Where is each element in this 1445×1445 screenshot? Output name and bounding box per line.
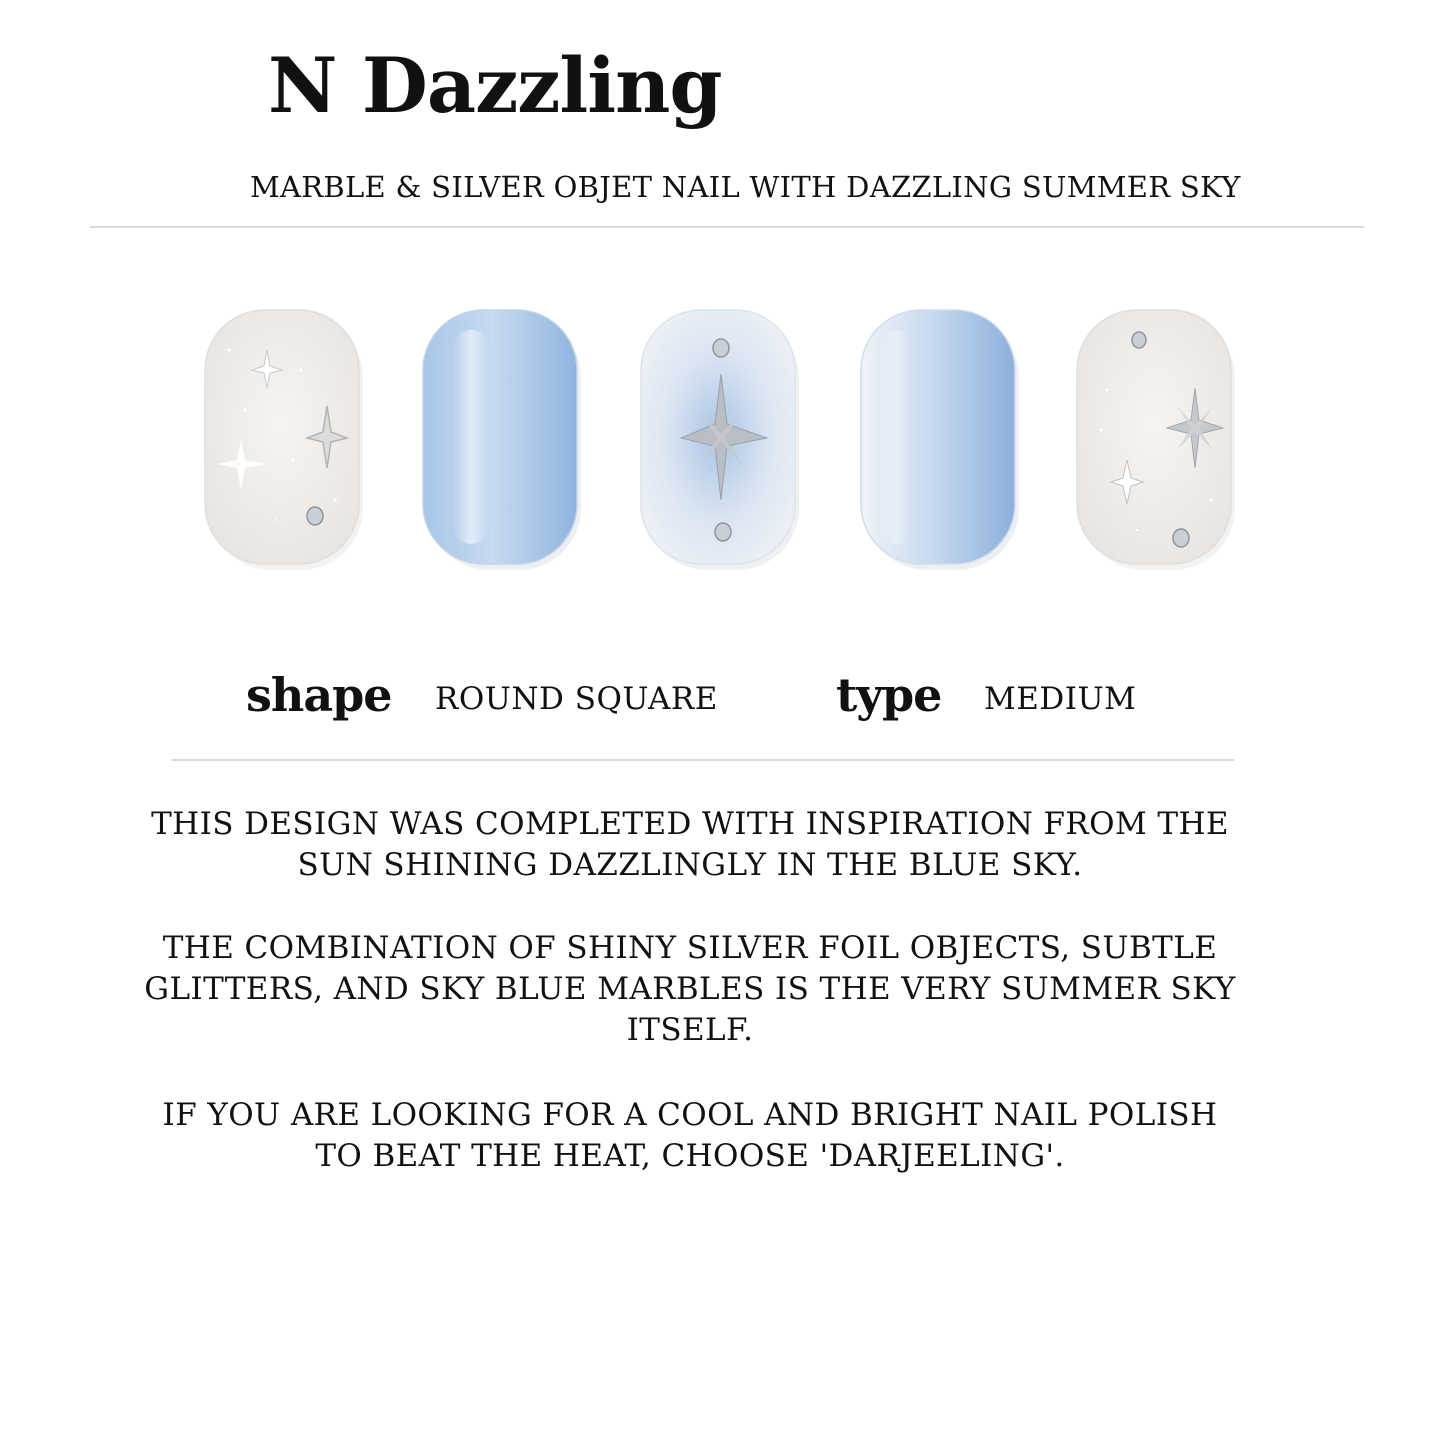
description-paragraph-2: THE COMBINATION OF SHINY SILVER FOIL OBJECTS, SUBTLE GLITTERS, AND SKY BLUE MARBLES IS THE VERY SUMMER SKY ITSELF. — [144, 930, 1236, 1048]
nail-silver-star — [641, 310, 803, 572]
shape-value: ROUND SQUARE — [435, 681, 718, 717]
description-paragraph-3: IF YOU ARE LOOKING FOR A COOL AND BRIGHT NAIL POLISH TO BEAT THE HEAT, CHOOSE 'DARJEELING'. — [162, 1097, 1218, 1174]
stud-icon — [715, 523, 731, 541]
nail-sky-blue — [423, 310, 585, 572]
product-title: N Dazzling — [268, 41, 722, 130]
shape-label: shape — [246, 668, 392, 722]
nail-gallery — [0, 300, 1445, 600]
nail-blue-gradient — [861, 310, 1023, 572]
product-tagline: MARBLE & SILVER OBJET NAIL WITH DAZZLING SUMMER SKY — [250, 170, 1241, 204]
type-value: MEDIUM — [984, 681, 1137, 717]
divider-middle — [172, 759, 1234, 761]
stud-icon — [307, 507, 323, 525]
divider-top — [90, 226, 1364, 228]
stud-icon — [1173, 529, 1189, 547]
description-paragraph-1: THIS DESIGN WAS COMPLETED WITH INSPIRATION FROM THE SUN SHINING DAZZLINGLY IN THE BLUE SKY. — [151, 806, 1229, 883]
stud-icon — [1132, 332, 1146, 348]
nail-pearl-star — [1077, 310, 1239, 572]
nail-pearl-sparkle — [205, 310, 367, 572]
type-label: type — [836, 668, 942, 722]
stud-icon — [713, 339, 729, 357]
